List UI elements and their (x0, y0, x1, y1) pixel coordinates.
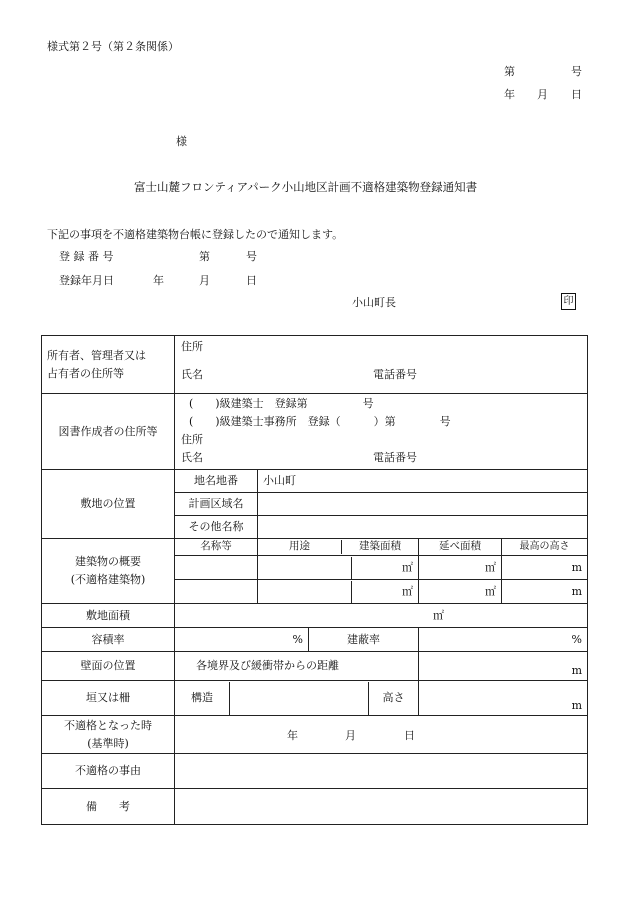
registration-year: 年 (153, 274, 164, 287)
time-year: 年 (287, 729, 298, 742)
owner-name-line (181, 363, 581, 387)
intro-text: 下記の事項を不適格建築物台帳に登録したので通知します。 (47, 228, 344, 241)
ratio-row (42, 628, 588, 652)
registration-day: 日 (246, 274, 257, 287)
lot-label: 地名地番 (175, 470, 258, 493)
document-title: 富士山麓フロンティアパーク小山地区計画不適格建築物登録通知書 (134, 180, 478, 194)
reason-label: 不適格の事由 (42, 754, 175, 789)
wall-unit[interactable]: m (419, 652, 588, 681)
far-percent[interactable]: % (175, 628, 309, 652)
building-2-split (258, 581, 418, 603)
building-1-height-unit[interactable]: m (502, 556, 588, 580)
reason-value[interactable] (175, 754, 588, 789)
owner-phone-label: 電話番号 (373, 368, 417, 381)
drawer-label: 図書作成者の住所等 (42, 394, 175, 470)
col-building-area-header: 建築面積 (359, 540, 401, 553)
building-2-name[interactable] (175, 580, 258, 604)
building-2-use-area (258, 580, 419, 604)
height-label: 高さ (382, 691, 405, 705)
site-area-unit[interactable]: ㎡ (175, 604, 588, 628)
building-1-name[interactable] (175, 556, 258, 580)
nonconform-time-label (42, 716, 175, 754)
district-value[interactable] (258, 493, 588, 516)
drawer-row (42, 394, 588, 470)
building-header-row (42, 539, 588, 556)
architect-line: ( )級建築士 登録第 号 (189, 397, 374, 410)
nonconform-time-label-line2: (基準時) (87, 736, 129, 750)
building-2-height-unit[interactable]: m (502, 580, 588, 604)
notification-table (41, 335, 588, 825)
doc-date-month: 月 (537, 88, 548, 101)
nonconform-time-value[interactable] (175, 716, 588, 754)
building-2-use[interactable] (258, 581, 352, 603)
reason-row (42, 754, 588, 789)
fence-label: 垣又は柵 (42, 681, 175, 716)
doc-number-go: 号 (571, 65, 582, 78)
drawer-content[interactable] (175, 394, 588, 470)
owner-name-label: 氏名 (181, 368, 203, 381)
owner-label-line1: 所有者、管理者又は (47, 348, 146, 362)
header-split (258, 540, 418, 553)
building-2-area-unit[interactable]: ㎡ (402, 584, 413, 598)
site-area-row (42, 604, 588, 628)
building-1-use[interactable] (258, 557, 352, 579)
registration-number-dai: 第 (199, 250, 210, 263)
doc-number-dai: 第 (504, 65, 515, 78)
col-total-floor-area-header: 延べ面積 (419, 539, 502, 556)
bcr-label: 建蔽率 (309, 628, 419, 652)
site-area-label: 敷地面積 (42, 604, 175, 628)
drawer-address: 住所 (181, 433, 203, 446)
wall-row (42, 652, 588, 681)
owner-row (42, 336, 588, 394)
remarks-row (42, 789, 588, 825)
building-1-split (258, 557, 418, 579)
seal-mark: 印 (561, 293, 576, 310)
far-label: 容積率 (42, 628, 175, 652)
col-name-header: 名称等 (175, 539, 258, 556)
other-name-label: その他名称 (175, 516, 258, 539)
building-1-use-area (258, 556, 419, 580)
bcr-percent[interactable]: % (419, 628, 588, 652)
fence-split (175, 682, 418, 715)
other-name-value[interactable] (258, 516, 588, 539)
doc-date-year: 年 (504, 88, 515, 101)
owner-address (181, 336, 581, 363)
drawer-phone-label: 電話番号 (373, 451, 417, 464)
structure-value[interactable] (230, 682, 369, 715)
remarks-value[interactable] (175, 789, 588, 825)
site-label: 敷地の位置 (42, 470, 175, 539)
owner-content[interactable] (175, 336, 588, 394)
office-line: ( )級建築士事務所 登録（ ）第 号 (189, 415, 451, 428)
building-label (42, 539, 175, 604)
fence-height-unit[interactable]: m (419, 681, 588, 716)
registration-date-label: 登録年月日 (59, 274, 114, 287)
wall-label: 壁面の位置 (42, 652, 175, 681)
drawer-name-line (181, 449, 581, 467)
wall-desc: 各境界及び緩衝帯からの距離 (175, 652, 419, 681)
owner-address-label: 住所 (181, 340, 203, 353)
col-use-building-area-header (258, 539, 419, 556)
building-2-floor-area-unit[interactable]: ㎡ (419, 580, 502, 604)
time-month: 月 (345, 729, 356, 742)
nonconform-time-label-line1: 不適格となった時 (64, 718, 152, 732)
building-1-floor-area-unit[interactable]: ㎡ (419, 556, 502, 580)
doc-date-day: 日 (571, 88, 582, 101)
time-day: 日 (404, 729, 415, 742)
building-1-area-unit[interactable]: ㎡ (402, 560, 413, 574)
registration-number-label: 登 録 番 号 (59, 250, 114, 263)
district-label: 計画区域名 (175, 493, 258, 516)
addressee-suffix: 様 (176, 135, 187, 148)
owner-label (42, 336, 175, 394)
drawer-name-label: 氏名 (181, 451, 203, 464)
owner-label-line2: 占有者の住所等 (47, 366, 124, 380)
col-use-header: 用途 (258, 540, 342, 553)
site-row-lot (42, 470, 588, 493)
registration-number-go: 号 (246, 250, 257, 263)
remarks-label: 備 考 (42, 789, 175, 825)
lot-value[interactable]: 小山町 (258, 470, 588, 493)
form-number: 様式第２号（第２条関係） (47, 40, 179, 53)
issuer: 小山町長 (352, 296, 396, 309)
building-label-line2: (不適格建築物) (70, 573, 146, 586)
col-max-height-header: 最高の高さ (502, 539, 588, 556)
fence-row (42, 681, 588, 716)
building-label-line1: 建築物の概要 (75, 555, 141, 569)
registration-month: 月 (199, 274, 210, 287)
fence-structure-cell (175, 681, 419, 716)
nonconform-time-row (42, 716, 588, 754)
structure-label: 構造 (175, 682, 230, 715)
